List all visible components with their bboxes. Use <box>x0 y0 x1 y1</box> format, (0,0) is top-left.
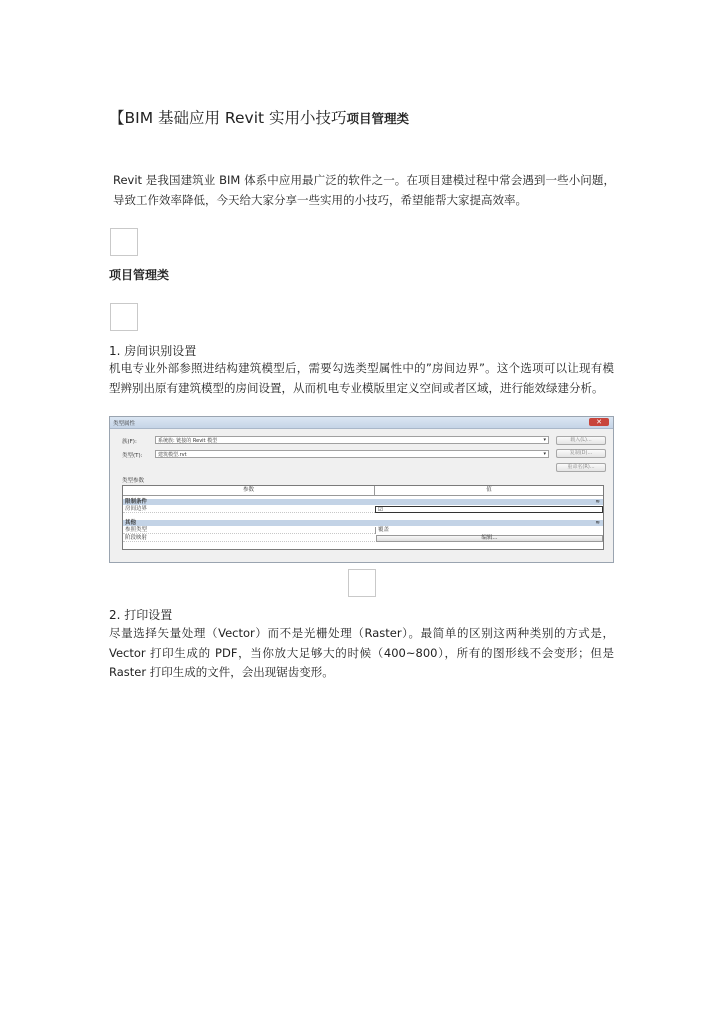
collapse-icon[interactable]: ≈ <box>595 499 600 505</box>
image-placeholder <box>110 228 138 256</box>
type-label: 类型(T): <box>122 453 143 459</box>
image-placeholder <box>110 303 138 331</box>
room-bounding-checkbox[interactable]: ☑ <box>375 506 603 513</box>
close-icon[interactable]: ✕ <box>589 418 609 426</box>
title-main: 【BIM 基础应用 Revit 实用小技巧 <box>109 109 347 127</box>
param-value[interactable]: 覆盖 <box>375 527 603 534</box>
collapse-icon[interactable]: ≈ <box>595 520 600 526</box>
col-header-param: 参数 <box>123 486 375 496</box>
rename-button[interactable]: 重命名(R)... <box>556 463 606 472</box>
table-row <box>123 506 603 513</box>
item-title: 2. 打印设置 <box>109 608 173 622</box>
type-select[interactable] <box>155 450 549 458</box>
type-params-label: 类型参数 <box>122 478 145 484</box>
title-bold: 项目管理类 <box>346 111 410 126</box>
family-value: 系统族: 链接的 Revit 模型 <box>158 438 218 444</box>
type-value: 建筑模型.rvt <box>158 452 187 458</box>
item-body: 尽量选择矢量处理（Vector）而不是光栅处理（Raster）。最简单的区别这两种类别的方式是，Vector 打印生成的 PDF，当你放大足够大的时候（400~800），所有的图形线不会变形；但是 Raster 打印生成的文件，会出现锯齿变形。 <box>109 626 614 679</box>
group-label: 限制条件 <box>125 499 148 505</box>
section-heading: 项目管理类 <box>109 268 170 282</box>
param-name: 房间边界 <box>125 506 148 512</box>
group-other[interactable] <box>123 520 603 526</box>
table-row <box>123 527 603 534</box>
image-placeholder <box>348 569 376 597</box>
param-name: 参照类型 <box>125 527 148 533</box>
params-table <box>122 485 604 550</box>
dialog-title: 类型属性 <box>113 421 136 427</box>
group-label: 其他 <box>125 520 137 526</box>
param-name: 阶段映射 <box>125 535 148 541</box>
chevron-down-icon: ▾ <box>543 451 546 457</box>
dialog-titlebar <box>110 417 613 429</box>
duplicate-button[interactable]: 复制(D)... <box>556 449 606 458</box>
page-title <box>109 106 409 128</box>
load-button[interactable]: 载入(L)... <box>556 436 606 445</box>
family-label: 族(F): <box>122 439 137 445</box>
group-constraints[interactable] <box>123 499 603 505</box>
col-header-value: 值 <box>375 486 603 496</box>
chevron-down-icon: ▾ <box>543 437 546 443</box>
table-row <box>123 535 603 542</box>
item-title: 1. 房间识别设置 <box>109 344 197 358</box>
family-select[interactable] <box>155 436 549 444</box>
type-properties-dialog <box>109 416 614 563</box>
intro-paragraph: Revit 是我国建筑业 BIM 体系中应用最广泛的软件之一。在项目建模过程中常会遇到一些小问题，导致工作效率降低，今天给大家分享一些实用的小技巧，希望能帮大家提高效率。 <box>113 173 615 207</box>
item-body: 机电专业外部参照进结构建筑模型后，需要勾选类型属性中的”房间边界”。这个选项可以让现有模型辨别出原有建筑模型的房间设置，从而机电专业模版里定义空间或者区域，进行能效绿建分析。 <box>109 361 614 395</box>
edit-button[interactable]: 编辑... <box>376 535 603 542</box>
